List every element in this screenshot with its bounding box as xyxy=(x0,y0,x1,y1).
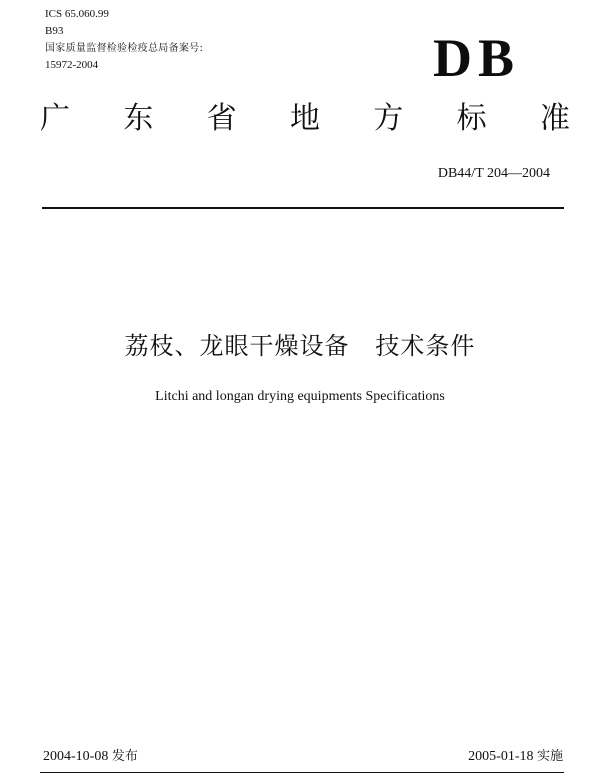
document-title-chinese: 荔枝、龙眼干燥设备 技术条件 xyxy=(124,332,476,360)
standard-number: DB44/T 204—2004 xyxy=(437,166,550,181)
standard-type-char: 准 xyxy=(539,101,570,136)
filing-label: 国家质量监督检验检疫总局备案号: xyxy=(45,43,204,54)
standard-type-char: 广 xyxy=(40,101,70,136)
standard-type-char: 东 xyxy=(123,101,154,136)
db-logo-mark: DB xyxy=(433,28,521,88)
ccs-code: B93 xyxy=(45,25,64,37)
header-divider xyxy=(42,207,564,209)
standard-type-char: 省 xyxy=(206,101,237,136)
standard-type-heading xyxy=(40,99,570,139)
standard-type-char: 标 xyxy=(456,101,487,136)
ics-code: ICS 65.060.99 xyxy=(45,8,109,20)
issue-label: 发布 xyxy=(111,749,138,764)
filing-number: 15972-2004 xyxy=(45,59,99,71)
issue-date: 2004-10-08 xyxy=(43,749,109,764)
footer-divider xyxy=(40,772,564,773)
issue-info xyxy=(43,749,138,765)
implement-label: 实施 xyxy=(536,749,563,764)
standard-type-char: 地 xyxy=(289,101,320,136)
document-title-english: Litchi and longan drying equipments Specifications xyxy=(155,389,445,404)
standard-type-char: 方 xyxy=(373,101,404,136)
implement-date: 2005-01-18 xyxy=(468,749,534,764)
implement-info xyxy=(468,749,563,765)
